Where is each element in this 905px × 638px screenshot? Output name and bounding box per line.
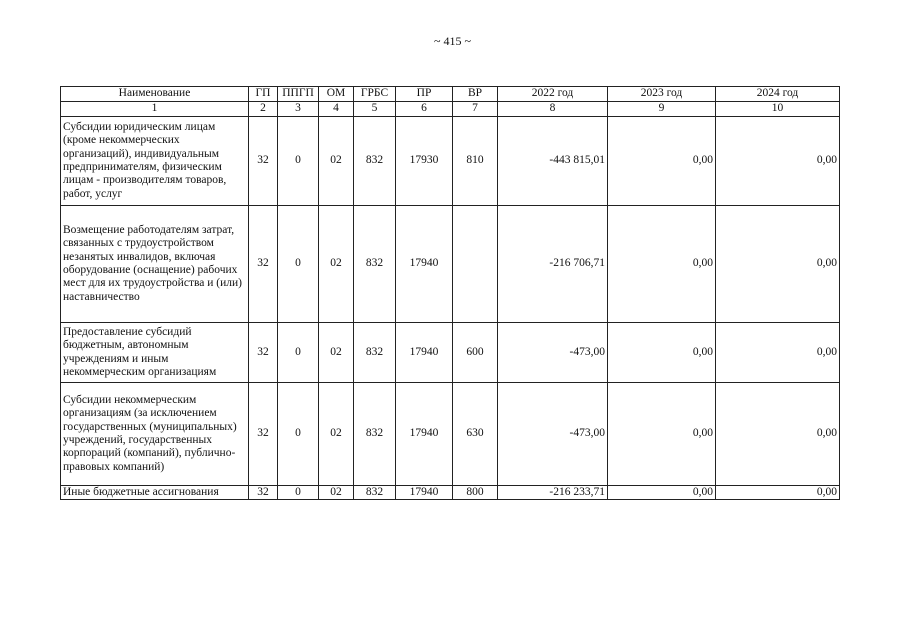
cell-2022: -473,00: [498, 323, 608, 383]
cell-grbs: 832: [354, 323, 396, 383]
header-2024: 2024 год: [716, 87, 840, 102]
cell-grbs: 832: [354, 206, 396, 323]
cell-ppgp: 0: [278, 323, 319, 383]
cell-2023: 0,00: [608, 323, 716, 383]
header-row: [61, 87, 840, 102]
cell-2024: 0,00: [716, 117, 840, 206]
column-number: 9: [608, 102, 716, 117]
header-vr: ВР: [453, 87, 498, 102]
header-gp: ГП: [249, 87, 278, 102]
column-number: 4: [319, 102, 354, 117]
cell-2022: -216 233,71: [498, 486, 608, 500]
cell-gp: 32: [249, 206, 278, 323]
header-2022: 2022 год: [498, 87, 608, 102]
row-name: Иные бюджетные ассигнования: [61, 486, 249, 500]
column-number: 10: [716, 102, 840, 117]
cell-2024: 0,00: [716, 486, 840, 500]
cell-grbs: 832: [354, 117, 396, 206]
row-name: Возмещение работодателям затрат, связанных с трудоустройством незанятых инвалидов, включая оборудование (оснащение) рабочих мест для их трудоустройства и (или) наставничество: [61, 206, 249, 323]
row-name: Субсидии юридическим лицам (кроме некоммерческих организаций), индивидуальным предпринимателям, физическим лицам - производителям товаров, работ, услуг: [61, 117, 249, 206]
cell-om: 02: [319, 117, 354, 206]
column-number-row: [61, 102, 840, 117]
table-row: [61, 117, 840, 206]
cell-2022: -473,00: [498, 383, 608, 486]
table-row: [61, 486, 840, 500]
cell-pr: 17940: [396, 206, 453, 323]
cell-gp: 32: [249, 486, 278, 500]
column-number: 7: [453, 102, 498, 117]
cell-ppgp: 0: [278, 486, 319, 500]
cell-gp: 32: [249, 383, 278, 486]
table-row: [61, 323, 840, 383]
cell-gp: 32: [249, 117, 278, 206]
column-number: 6: [396, 102, 453, 117]
cell-2024: 0,00: [716, 383, 840, 486]
header-2023: 2023 год: [608, 87, 716, 102]
cell-pr: 17940: [396, 383, 453, 486]
header-grbs: ГРБС: [354, 87, 396, 102]
header-om: ОМ: [319, 87, 354, 102]
cell-2024: 0,00: [716, 206, 840, 323]
cell-vr: 600: [453, 323, 498, 383]
cell-2022: -216 706,71: [498, 206, 608, 323]
column-number: 1: [61, 102, 249, 117]
cell-om: 02: [319, 323, 354, 383]
cell-grbs: 832: [354, 383, 396, 486]
cell-grbs: 832: [354, 486, 396, 500]
column-number: 3: [278, 102, 319, 117]
header-ppgp: ППГП: [278, 87, 319, 102]
cell-vr: 630: [453, 383, 498, 486]
cell-vr: 810: [453, 117, 498, 206]
budget-table: [60, 86, 840, 500]
cell-2022: -443 815,01: [498, 117, 608, 206]
cell-2023: 0,00: [608, 206, 716, 323]
cell-pr: 17940: [396, 323, 453, 383]
cell-ppgp: 0: [278, 383, 319, 486]
page-number: ~ 415 ~: [434, 34, 471, 48]
table-row: [61, 383, 840, 486]
cell-ppgp: 0: [278, 206, 319, 323]
cell-pr: 17930: [396, 117, 453, 206]
header-pr: ПР: [396, 87, 453, 102]
table-row: [61, 206, 840, 323]
cell-om: 02: [319, 206, 354, 323]
cell-2023: 0,00: [608, 486, 716, 500]
cell-2023: 0,00: [608, 383, 716, 486]
header-name: Наименование: [61, 87, 249, 102]
row-name: Предоставление субсидий бюджетным, автономным учреждениям и иным некоммерческим организациям: [61, 323, 249, 383]
row-name: Субсидии некоммерческим организациям (за исключением государственных (муниципальных) учреждений, государственных корпораций (компаний), публично-правовых компаний): [61, 383, 249, 486]
cell-2024: 0,00: [716, 323, 840, 383]
cell-vr: 800: [453, 486, 498, 500]
column-number: 2: [249, 102, 278, 117]
cell-om: 02: [319, 383, 354, 486]
cell-ppgp: 0: [278, 117, 319, 206]
column-number: 5: [354, 102, 396, 117]
cell-om: 02: [319, 486, 354, 500]
cell-vr: [453, 206, 498, 323]
cell-gp: 32: [249, 323, 278, 383]
column-number: 8: [498, 102, 608, 117]
cell-2023: 0,00: [608, 117, 716, 206]
cell-pr: 17940: [396, 486, 453, 500]
